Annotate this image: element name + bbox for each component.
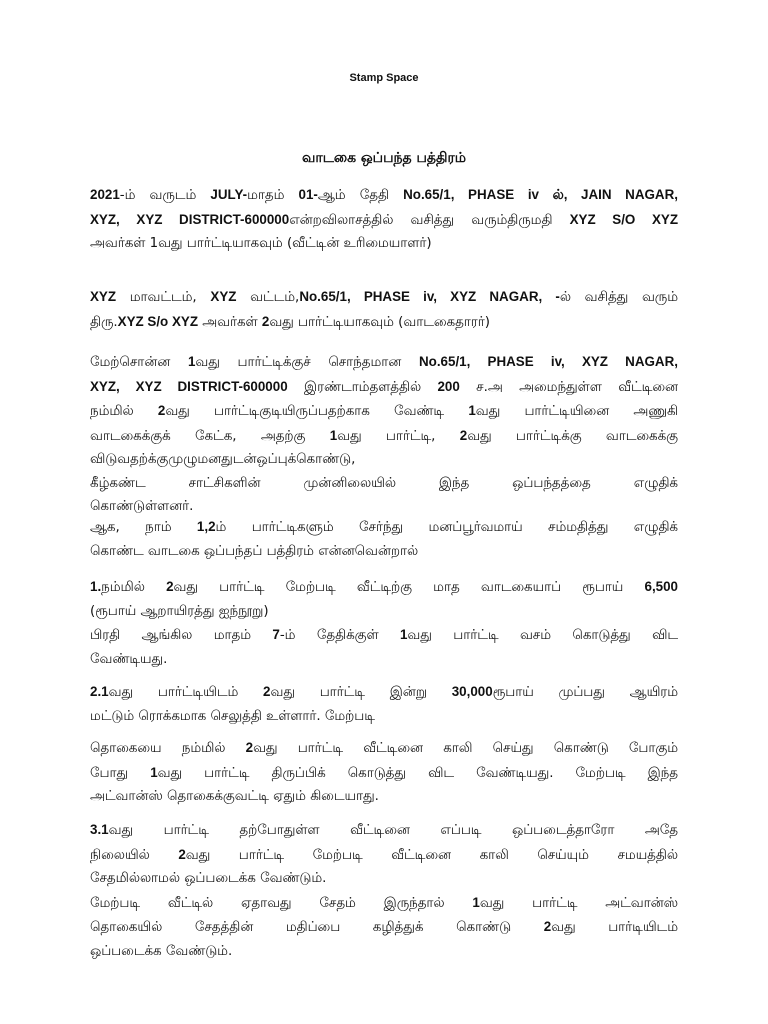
text-line: ஒப்படைக்க வேண்டும். — [90, 943, 233, 959]
clause-number: 2.1 — [90, 684, 109, 699]
text-line: விடுவதற்க்குமுழுமனதுடன்ஒப்புக்கொண்டு, — [90, 452, 356, 467]
text-run: வது பார்ட்டி அட்வான்ஸ் — [479, 895, 678, 911]
party-number: 2 — [261, 313, 270, 329]
party-number: 2 — [459, 427, 468, 443]
text-line: கொண்டுள்ளனர். — [90, 499, 194, 514]
paragraph-property — [90, 350, 678, 519]
text-line — [90, 183, 678, 208]
party-number: 2 — [178, 846, 186, 862]
clause-3-handover — [90, 818, 678, 963]
text-run: தொகையை நம்மில் — [90, 741, 246, 756]
party-number: 1 — [329, 427, 338, 443]
party-number: 1 — [468, 403, 476, 418]
text-line — [90, 515, 678, 540]
month-value: JULY- — [210, 187, 248, 202]
text-run: நிலையில் — [90, 847, 179, 863]
party-number: 1 — [187, 354, 196, 369]
text-line — [90, 575, 678, 600]
text-line — [90, 375, 678, 400]
text-run: மேற்சொன்ன — [90, 355, 188, 370]
text-line: கீழ்கண்ட சாட்சிகளின் முன்னிலையில் இந்த ஒப்பந்தத்தை எழுதிக் — [90, 475, 678, 491]
text-run: வது பார்ட்டிக்குச் சொந்தமான — [195, 355, 419, 370]
text-line — [90, 680, 678, 705]
text-run: -ம் வருடம் — [119, 188, 211, 203]
clause-2-refund — [90, 736, 678, 809]
text-run: மாதம் — [247, 188, 299, 203]
clause-number: 1. — [90, 579, 102, 594]
clause-number: 3.1 — [90, 822, 109, 837]
text-line — [90, 310, 678, 335]
text-run: வது பார்ட்டி வசம் கொடுத்து விட — [407, 628, 678, 643]
text-run: வது பார்ட்டி தற்போதுள்ள வீட்டினை எப்படி ஒப்படைத்தாரோ அதே — [108, 823, 678, 838]
stamp-space-label: Stamp Space — [349, 72, 419, 84]
text-run: ச.அ அமைந்துள்ள வீட்டினை — [459, 379, 678, 395]
party-number: 2 — [263, 684, 271, 699]
address-value: No.65/1, PHASE iv, XYZ NAGAR, - — [299, 289, 560, 304]
text-run: ம் பார்ட்டிகளும் சேர்ந்து மனப்பூர்வமாய் சம்மதித்து எழுதிக் — [215, 520, 678, 535]
party-number: 2 — [543, 919, 552, 934]
paragraph-tenant — [90, 285, 678, 334]
text-run: மேற்படி வீட்டில் ஏதாவது சேதம் இருந்தால் — [90, 895, 473, 911]
text-line: வேண்டியது. — [90, 651, 168, 667]
district-value: XYZ, XYZ DISTRICT-600000 — [90, 211, 290, 227]
party-numbers: 1,2 — [196, 519, 216, 534]
text-line — [90, 736, 678, 761]
text-run: வது பார்ட்டி இன்று — [270, 685, 452, 700]
text-run: வது பார்ட்டி மேற்படி வீட்டிற்கு மாத வாடகையாப் ரூபாய் — [173, 580, 645, 595]
text-run: வது பார்ட்டி திருப்பிக் கொடுத்து விட வேண்டியது. மேற்படி இந்த — [157, 765, 678, 781]
text-run: மாவட்டம், — [116, 290, 211, 305]
text-run: ஆம் தேதி — [317, 188, 404, 203]
text-line: அவர்கள் 1வது பார்ட்டியாகவும் (வீட்டின் உரிமையாளர்) — [90, 236, 432, 251]
text-run: நம்மில் — [90, 404, 158, 419]
text-run: வாடகைக்குக் கேட்க, அதற்கு — [90, 428, 330, 444]
text-line — [90, 915, 678, 940]
text-run: வது பார்ட்டி வீட்டினை காலி செய்து கொண்டு போகும் — [253, 741, 678, 756]
text-line — [90, 399, 678, 424]
text-run: இரண்டாம்தளத்தில் — [287, 379, 438, 395]
text-run: திரு. — [90, 314, 118, 330]
text-line: அட்வான்ஸ் தொகைக்குவட்டி ஏதும் கிடையாது. — [90, 789, 379, 804]
paragraph-agreement-intro — [90, 515, 678, 563]
text-line — [90, 424, 678, 449]
document-title: வாடகை ஒப்பந்த பத்திரம் — [302, 150, 466, 166]
text-run: போது — [90, 765, 151, 781]
text-run: வது பார்ட்டி மேற்படி வீட்டினை காலி செய்யும் சமயத்தில் — [185, 847, 678, 863]
text-run: பிரதி ஆங்கில மாதம் — [90, 628, 273, 643]
area-value: 200 — [437, 378, 460, 394]
party-number: 2 — [157, 403, 166, 418]
text-line — [90, 208, 678, 233]
day-value: 01- — [298, 187, 318, 202]
text-run: வது பார்ட்டியாகவும் (வாடகைதாரர்) — [269, 314, 490, 330]
text-run: தொகையில் சேதத்தின் மதிப்பை கழித்துக் கொண்டு — [90, 920, 544, 935]
landlord-name: XYZ S/O XYZ — [569, 211, 678, 227]
district-value: XYZ, XYZ DISTRICT-600000 — [90, 378, 288, 394]
text-run: அவர்கள் — [198, 314, 262, 330]
paragraph-landlord — [90, 183, 678, 256]
clause-1-rent — [90, 575, 678, 671]
text-run: ல் வசித்து வரும் — [559, 290, 678, 305]
party-number: 1 — [150, 764, 158, 780]
clause-2-advance — [90, 680, 678, 728]
text-run: வது பார்ட்டியினை அணுகி — [475, 404, 679, 419]
rent-amount: 6,500 — [644, 579, 679, 594]
taluk-name: XYZ — [210, 289, 237, 304]
text-run: வட்டம், — [236, 290, 300, 305]
year-value: 2021 — [90, 187, 120, 202]
text-run: வது பார்ட்டிகுடியிருப்பதற்காக வேண்டி — [165, 404, 469, 419]
district-name: XYZ — [90, 289, 117, 304]
address-value: No.65/1, PHASE iv ல், JAIN NAGAR, — [403, 187, 678, 202]
party-number: 1 — [399, 627, 408, 642]
text-line — [90, 761, 678, 786]
text-line — [90, 285, 678, 310]
text-run: வது பார்டியிடம் — [551, 920, 678, 935]
text-line — [90, 350, 678, 375]
text-run: வது பார்ட்டியிடம் — [108, 685, 264, 700]
text-line: (ரூபாய் ஆறாயிரத்து ஐந்நூறு) — [90, 603, 269, 619]
text-line: கொண்ட வாடகை ஒப்பந்தப் பத்திரம் என்னவென்றால் — [90, 543, 419, 559]
text-line: சேதமில்லாமல் ஒப்படைக்க வேண்டும். — [90, 871, 327, 886]
text-run: என்றவிலாசத்தில் வசித்து வரும்திருமதி — [289, 212, 570, 228]
text-run: நம்மில் — [101, 580, 167, 595]
text-line — [90, 843, 678, 868]
due-day: 7 — [272, 627, 280, 642]
text-line: மட்டும் ரொக்கமாக செலுத்தி உள்ளார். மேற்படி — [90, 708, 375, 724]
party-number: 2 — [245, 740, 254, 755]
text-line — [90, 623, 678, 648]
address-value: No.65/1, PHASE iv, XYZ NAGAR, — [418, 354, 678, 369]
party-number: 1 — [472, 894, 480, 910]
text-run: ஆக, நாம் — [90, 520, 197, 535]
text-line — [90, 891, 678, 916]
text-run: வது பார்ட்டிக்கு வாடகைக்கு — [467, 428, 678, 444]
advance-amount: 30,000 — [451, 684, 493, 699]
text-line — [90, 818, 678, 843]
text-run: -ம் தேதிக்குள் — [279, 628, 400, 643]
text-run: ரூபாய் முப்பது ஆயிரம் — [492, 685, 678, 700]
tenant-name: XYZ S/o XYZ — [117, 313, 198, 329]
party-number: 2 — [166, 579, 174, 594]
text-run: வது பார்ட்டி, — [337, 428, 460, 444]
